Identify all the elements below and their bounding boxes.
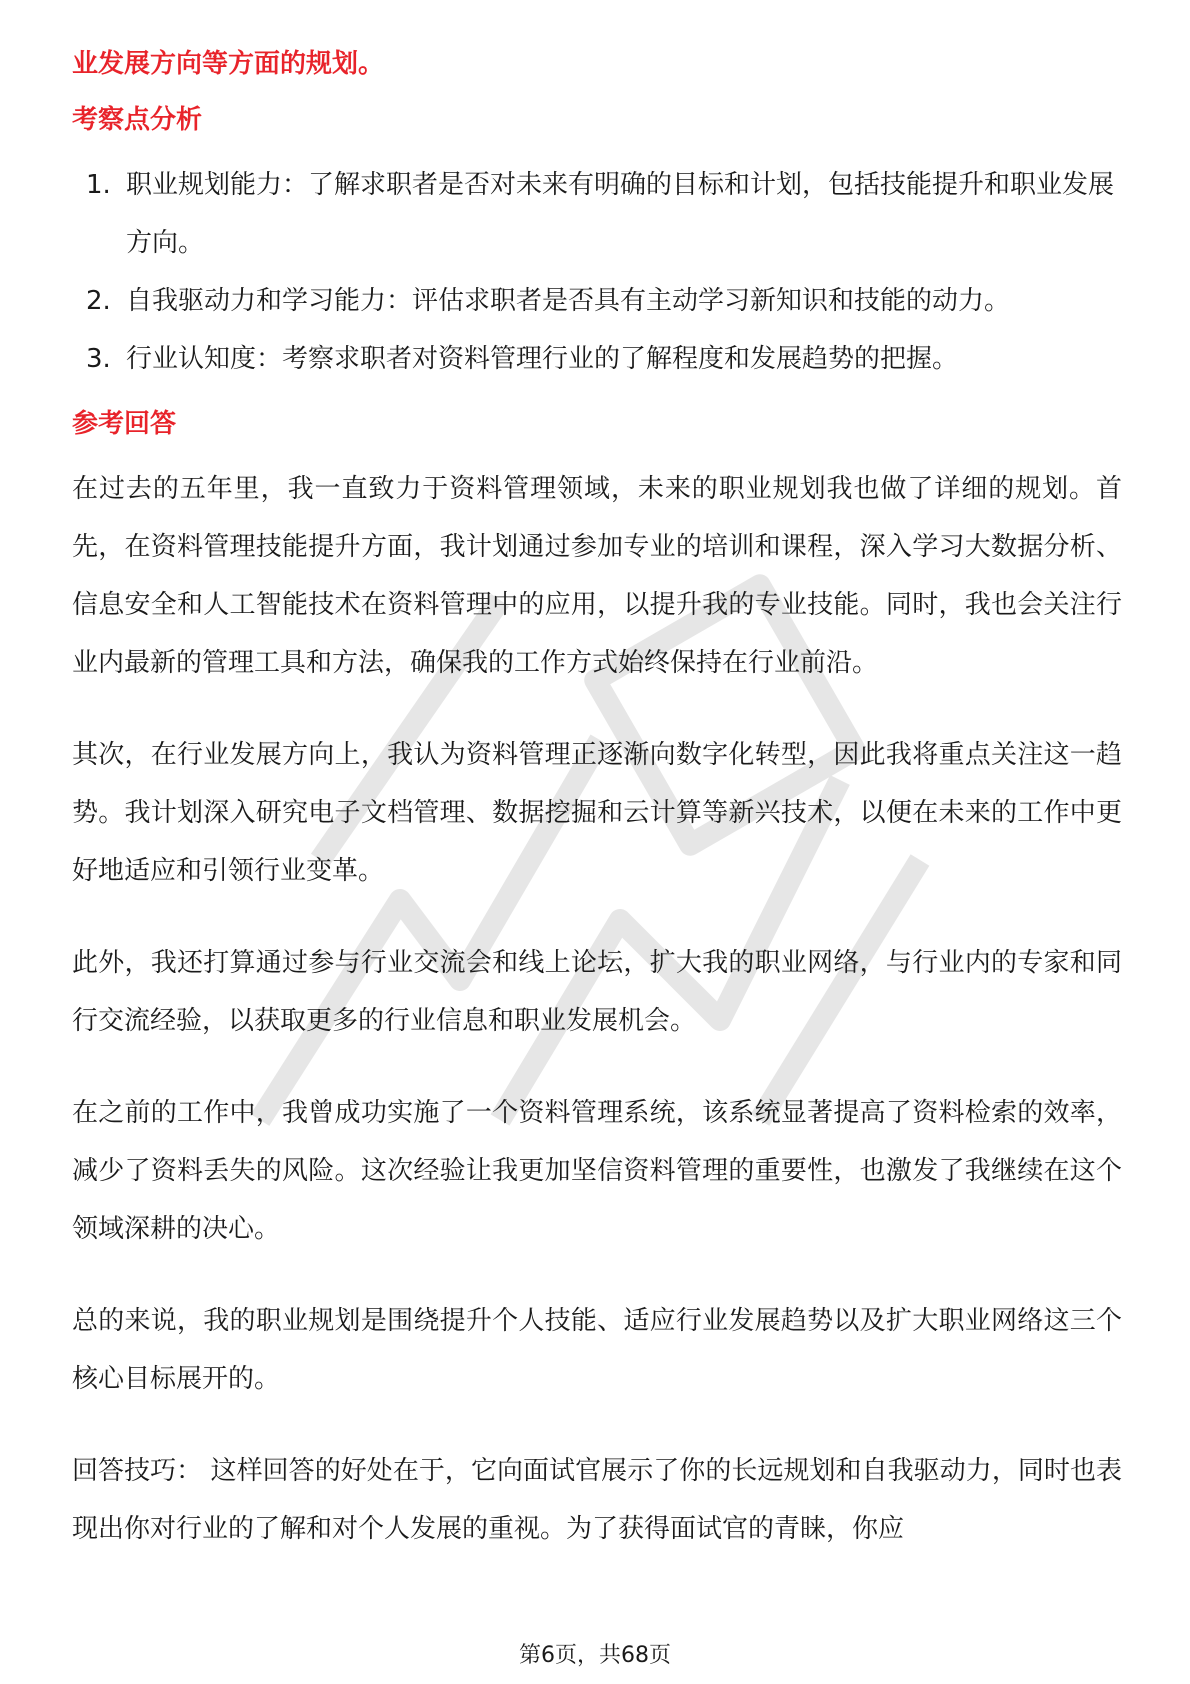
analysis-point — [72, 156, 1122, 272]
analysis-point-text: 自我驱动力和学习能力：评估求职者是否具有主动学习新知识和技能的动力。 — [126, 286, 1011, 316]
analysis-point-text: 职业规划能力：了解求职者是否对未来有明确的目标和计划，包括技能提升和职业发展方向。 — [126, 170, 1115, 258]
lead-line: 业发展方向等方面的规划。 — [72, 49, 385, 79]
answer-paragraph: 总的来说，我的职业规划是围绕提升个人技能、适应行业发展趋势以及扩大职业网络这三个核心目标展开的。 — [72, 1306, 1122, 1394]
analysis-point-text: 行业认知度：考察求职者对资料管理行业的了解程度和发展趋势的把握。 — [126, 344, 959, 374]
analysis-points-list — [72, 156, 1122, 388]
answer-paragraph: 其次，在行业发展方向上，我认为资料管理正逐渐向数字化转型，因此我将重点关注这一趋势。我计划深入研究电子文档管理、数据挖掘和云计算等新兴技术，以便在未来的工作中更好地适应和引领行业变革。 — [72, 740, 1122, 886]
page-number: 第6页，共68页 — [519, 1643, 671, 1668]
analysis-point-number: 3. — [86, 344, 111, 374]
analysis-point-number: 2. — [86, 286, 111, 316]
answer-paragraph: 在之前的工作中，我曾成功实施了一个资料管理系统，该系统显著提高了资料检索的效率，减少了资料丢失的风险。这次经验让我更加坚信资料管理的重要性，也激发了我继续在这个领域深耕的决心。 — [72, 1098, 1122, 1244]
analysis-point — [72, 330, 1122, 388]
analysis-title: 考察点分析 — [72, 105, 203, 135]
answer-tips: 回答技巧： 这样回答的好处在于，它向面试官展示了你的长远规划和自我驱动力，同时也表现出你对行业的了解和对个人发展的重视。为了获得面试官的青睐，你应 — [72, 1456, 1122, 1544]
analysis-point — [72, 272, 1122, 330]
answer-paragraph: 此外，我还打算通过参与行业交流会和线上论坛，扩大我的职业网络，与行业内的专家和同行交流经验，以获取更多的行业信息和职业发展机会。 — [72, 948, 1122, 1036]
analysis-point-number: 1. — [86, 170, 111, 200]
answer-title: 参考回答 — [72, 409, 177, 439]
document-body — [72, 44, 1122, 1558]
answer-paragraph: 在过去的五年里，我一直致力于资料管理领域，未来的职业规划我也做了详细的规划。首先，在资料管理技能提升方面，我计划通过参加专业的培训和课程，深入学习大数据分析、信息安全和人工智能技术在资料管理中的应用，以提升我的专业技能。同时，我也会关注行业内最新的管理工具和方法，确保我的工作方式始终保持在行业前沿。 — [72, 474, 1122, 678]
